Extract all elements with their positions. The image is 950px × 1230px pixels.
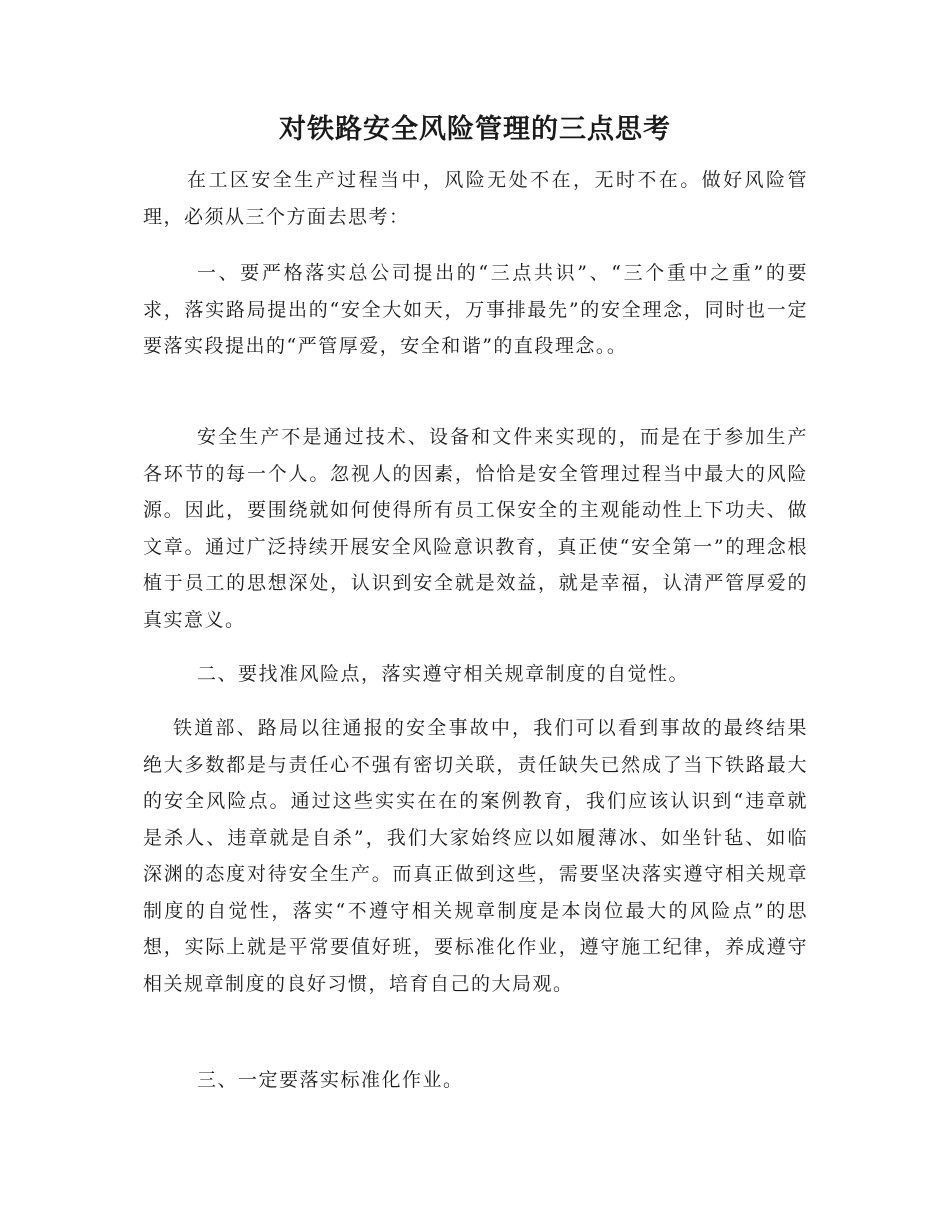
- paragraph-point-three: 三、一定要落实标准化作业。: [197, 1069, 464, 1091]
- document-title: 对铁路安全风险管理的三点思考: [279, 114, 671, 145]
- paragraph-point-two-detail: 铁道部、路局以往通报的安全事故中，我们可以看到事故的最终结果绝大多数都是与责任心不强有密切关联，责任缺失已然成了当下铁路最大的安全风险点。通过这些实实在在的案例教育，我们应该认识到“违章就是杀人、违章就是自杀”，我们大家始终应以如履薄冰、如坐针毡、如临深渊的态度对待安全生产。而真正做到这些，需要坚决落实遵守相关规章制度的自觉性，落实“不遵守相关规章制度是本岗位最大的风险点”的思想，实际上就是平常要值好班，要标准化作业，遵守施工纪律，养成遵守相关规章制度的良好习惯，培育自己的大局观。: [143, 717, 808, 995]
- paragraph-intro: 在工区安全生产过程当中，风险无处不在，无时不在。做好风险管理，必须从三个方面去思考：: [143, 169, 808, 228]
- paragraph-point-two: 二、要找准风险点，落实遵守相关规章制度的自觉性。: [197, 663, 690, 685]
- paragraph-point-one-detail: 安全生产不是通过技术、设备和文件来实现的，而是在于参加生产各环节的每一个人。忽视人的因素，恰恰是安全管理过程当中最大的风险源。因此，要围绕就如何使得所有员工保安全的主观能动性上下功夫、做文章。通过广泛持续开展安全风险意识教育，真正使“安全第一”的理念根植于员工的思想深处，认识到安全就是效益，就是幸福，认清严管厚爱的真实意义。: [143, 426, 808, 631]
- paragraph-point-one: 一、要严格落实总公司提出的“三点共识”、“三个重中之重”的要求，落实路局提出的“安全大如天，万事排最先”的安全理念，同时也一定要落实段提出的“严管厚爱，安全和谐”的直段理念。。: [143, 262, 808, 357]
